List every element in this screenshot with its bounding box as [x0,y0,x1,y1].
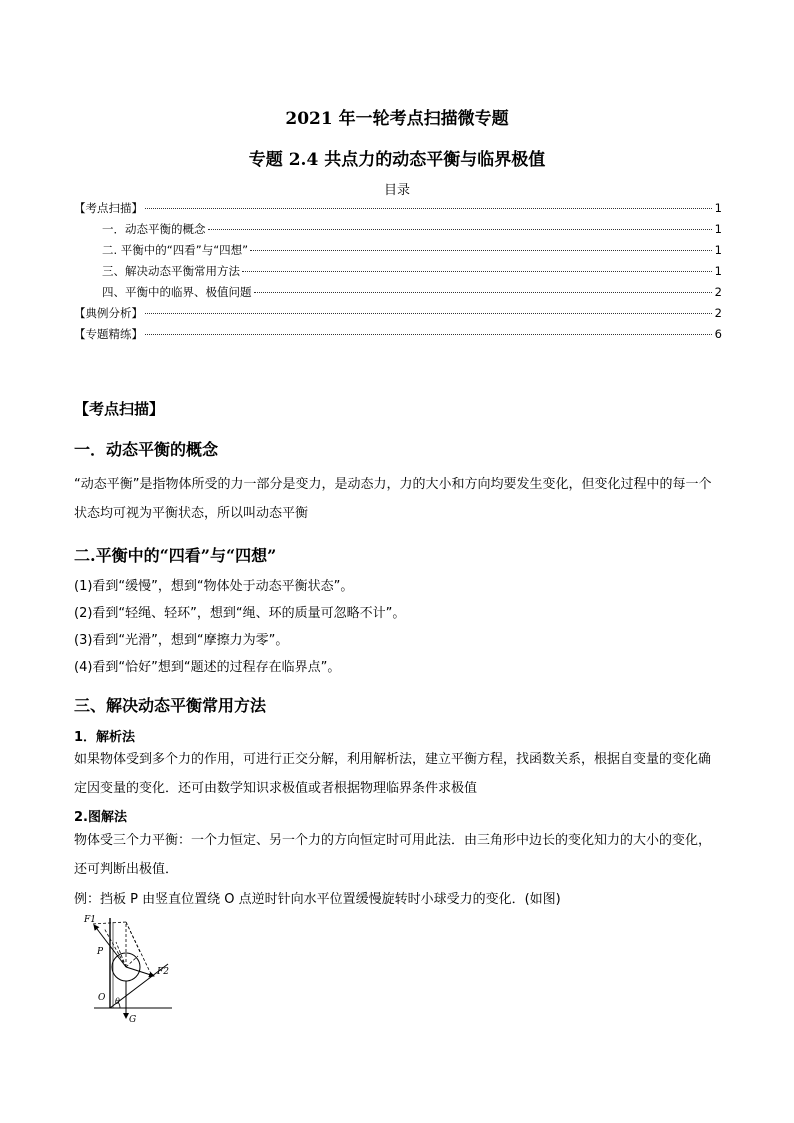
list-item: (3)看到“光滑”，想到“摩擦力为零”。 [74,633,289,648]
toc-entry[interactable] [74,200,722,221]
toc-leader-dots [208,229,713,230]
toc-page-number: 1 [714,264,722,278]
toc-entry-label: 【典例分析】 [74,306,143,320]
toc-leader-dots [145,334,712,335]
label-o: O [98,993,106,1003]
toc-leader-dots [250,250,712,251]
toc-entry-label: 二. 平衡中的“四看”与“四想” [102,243,249,257]
label-theta: θ [115,997,120,1006]
list-item: (2)看到“轻绳、轻环”，想到“绳、环的质量可忽略不计”。 [74,606,406,621]
toc-entry[interactable] [74,242,722,263]
section-heading: 一．动态平衡的概念 [74,440,219,459]
toc-page-number: 2 [714,306,722,320]
toc-leader-dots [145,313,712,314]
paragraph: 物体受三个力平衡：一个力恒定、另一个力的方向恒定时可用此法．由三角形中边长的变化知力的大小的变化，还可判断出极值． [74,833,712,877]
toc-entry[interactable] [74,221,722,242]
list-item: (1)看到“缓慢”，想到“物体处于动态平衡状态”。 [74,579,354,594]
force-diagram [82,912,182,1024]
method-title: 1．解析法 [74,730,136,745]
toc-page-number: 2 [714,285,722,299]
toc-entry-label: 三、解决动态平衡常用方法 [102,264,240,278]
toc-title: 目录 [383,183,410,198]
toc-entry-label: 【考点扫描】 [74,201,143,215]
toc-entry[interactable] [74,326,722,347]
example-text: 例：挡板 P 由竖直位置绕 O 点逆时针向水平位置缓慢旋转时小球受力的变化．(如图) [74,892,561,907]
toc-entry-label: 四、平衡中的临界、极值问题 [102,285,252,299]
toc-leader-dots [145,208,712,209]
toc-page-number: 6 [714,327,722,341]
list-item: (4)看到“恰好”想到“题述的过程存在临界点”。 [74,660,341,675]
section-heading: 二.平衡中的“四看”与“四想” [74,546,277,565]
toc-leader-dots [242,271,712,272]
document-title: 2021 年一轮考点扫描微专题 [285,109,509,129]
toc-page-number: 1 [714,201,722,215]
paragraph: 如果物体受到多个力的作用，可进行正交分解，利用解析法，建立平衡方程，找函数关系，根据自变量的变化确定因变量的变化．还可由数学知识求极值或者根据物理临界条件求极值 [74,752,712,796]
section-heading: 三、解决动态平衡常用方法 [74,696,267,715]
table-of-contents [74,200,722,347]
toc-leader-dots [254,292,713,293]
label-g: G [129,1015,137,1024]
document-subtitle: 专题 2.4 共点力的动态平衡与临界极值 [248,150,546,170]
section-label: 【考点扫描】 [74,400,165,418]
label-p: P [97,947,104,957]
toc-entry-label: 【专题精练】 [74,327,143,341]
toc-page-number: 1 [714,243,722,257]
label-f1: F1 [84,915,96,925]
toc-page-number: 1 [714,222,722,236]
method-title: 2.图解法 [74,810,127,825]
toc-entry[interactable] [74,305,722,326]
toc-entry-label: 一．动态平衡的概念 [102,222,206,236]
paragraph: “动态平衡”是指物体所受的力一部分是变力，是动态力，力的大小和方向均要发生变化，但变化过程中的每一个状态均可视为平衡状态，所以叫动态平衡 [74,477,712,521]
label-f2: F2 [157,967,169,977]
toc-entry[interactable] [74,284,722,305]
toc-entry[interactable] [74,263,722,284]
